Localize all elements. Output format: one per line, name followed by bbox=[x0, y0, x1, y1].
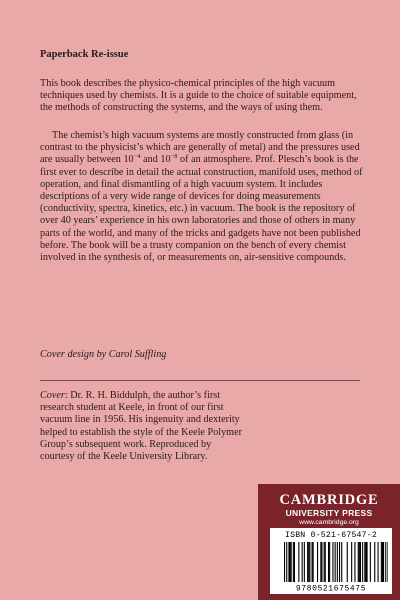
barcode-bar bbox=[364, 542, 365, 582]
barcode-bar bbox=[294, 542, 295, 582]
barcode-bar bbox=[308, 542, 309, 582]
barcode-bar bbox=[367, 542, 368, 582]
exponent-2: −8 bbox=[170, 153, 178, 161]
barcode-bar bbox=[302, 542, 303, 582]
barcode-bar bbox=[359, 542, 360, 582]
barcode-bar bbox=[328, 542, 329, 582]
barcode-bar bbox=[312, 542, 313, 582]
barcode-graphic bbox=[274, 542, 388, 592]
barcode-bar bbox=[321, 542, 322, 582]
barcode-bar bbox=[304, 542, 305, 582]
barcode-bar bbox=[351, 542, 352, 582]
barcode-bar bbox=[385, 542, 386, 582]
isbn-text: ISBN 0-521-67547-2 bbox=[284, 531, 378, 540]
barcode-bar bbox=[360, 542, 361, 582]
barcode-bar bbox=[358, 542, 359, 582]
barcode-bar bbox=[329, 542, 330, 582]
barcode-bar bbox=[383, 542, 384, 582]
barcode-bar bbox=[365, 542, 366, 582]
barcode-bar bbox=[341, 542, 342, 582]
barcode-bar bbox=[325, 542, 326, 582]
barcode-bar bbox=[335, 542, 336, 582]
barcode-bar bbox=[339, 542, 340, 582]
barcode-bar bbox=[332, 542, 333, 582]
cover-design-credit: Cover design by Carol Suffling bbox=[40, 349, 167, 360]
barcode-bar bbox=[291, 542, 292, 582]
barcode-bar bbox=[324, 542, 325, 582]
barcode-bar bbox=[374, 542, 375, 582]
barcode-bar bbox=[290, 542, 291, 582]
barcode-bar bbox=[378, 542, 379, 582]
barcode-bar bbox=[293, 542, 294, 582]
barcode-bar bbox=[309, 542, 310, 582]
description-paragraph-1: This book describes the physico-chemical principles of the high vacuum techniques used by chemists. It is a guide to the choice of suitable equipment, the methods of constructing the systems, and the ways of using them. bbox=[40, 78, 357, 114]
barcode-bar bbox=[288, 542, 289, 582]
publisher-url: www.cambridge.org bbox=[299, 519, 359, 526]
barcode-bar bbox=[370, 542, 371, 582]
publisher-name: CAMBRIDGE bbox=[279, 492, 379, 508]
barcode-bar bbox=[313, 542, 314, 582]
cover-caption-label: Cover bbox=[40, 390, 65, 401]
barcode-bar bbox=[354, 542, 355, 582]
exponent-1: −4 bbox=[133, 153, 141, 161]
barcode-panel bbox=[270, 528, 392, 594]
cover-caption: Cover: Dr. R. H. Biddulph, the author’s first research student at Keele, in front of our first vacuum line in 1956. His ingenuity and dexterity helped to establish the style of the Keele Polymer Group’s subsequent work. Reproduced by courtesy of the Keele University Library. bbox=[40, 390, 242, 463]
barcode-bar bbox=[298, 542, 299, 582]
barcode-bar bbox=[387, 542, 388, 582]
description-paragraph-2: The chemist’s high vacuum systems are mostly constructed from glass (in contrast to the physicist’s which are generally of metal) and the pressures used are usually between $10^{-4}$ and $10^{-8}$ of an atmosphere. Prof. Plesch’s book is the first ever to describe in detail the actual construction, manifold uses, method of operation, and final dismantling of a high vacuum system. It includes descriptions of a very wide range of devices for doing measurements (conductivity, spectra, kinetics, etc.) in vacuum. The book is the repository of over 40 years’ experience in his own laboratories and those of others in many parts of the world, and many of the tricks and gadgets have not been published before. The book will be a trusty companion on the bench of every chemist involved in the synthesis of, or measurements on, air-sensitive compounds. bbox=[40, 130, 363, 264]
barcode-bar bbox=[286, 542, 287, 582]
barcode-bar bbox=[317, 542, 318, 582]
barcode-bar bbox=[347, 542, 348, 582]
reissue-heading: Paperback Re-issue bbox=[40, 49, 129, 60]
barcode-bar bbox=[362, 542, 363, 582]
barcode-bar bbox=[307, 542, 308, 582]
divider bbox=[40, 380, 360, 381]
barcode-bar bbox=[284, 542, 285, 582]
publisher-subtitle: UNIVERSITY PRESS bbox=[285, 508, 373, 518]
barcode-bar bbox=[382, 542, 383, 582]
barcode-bar bbox=[381, 542, 382, 582]
barcode-bar bbox=[337, 542, 338, 582]
barcode-digits: 9780521675475 bbox=[295, 584, 367, 592]
barcode-bar bbox=[320, 542, 321, 582]
